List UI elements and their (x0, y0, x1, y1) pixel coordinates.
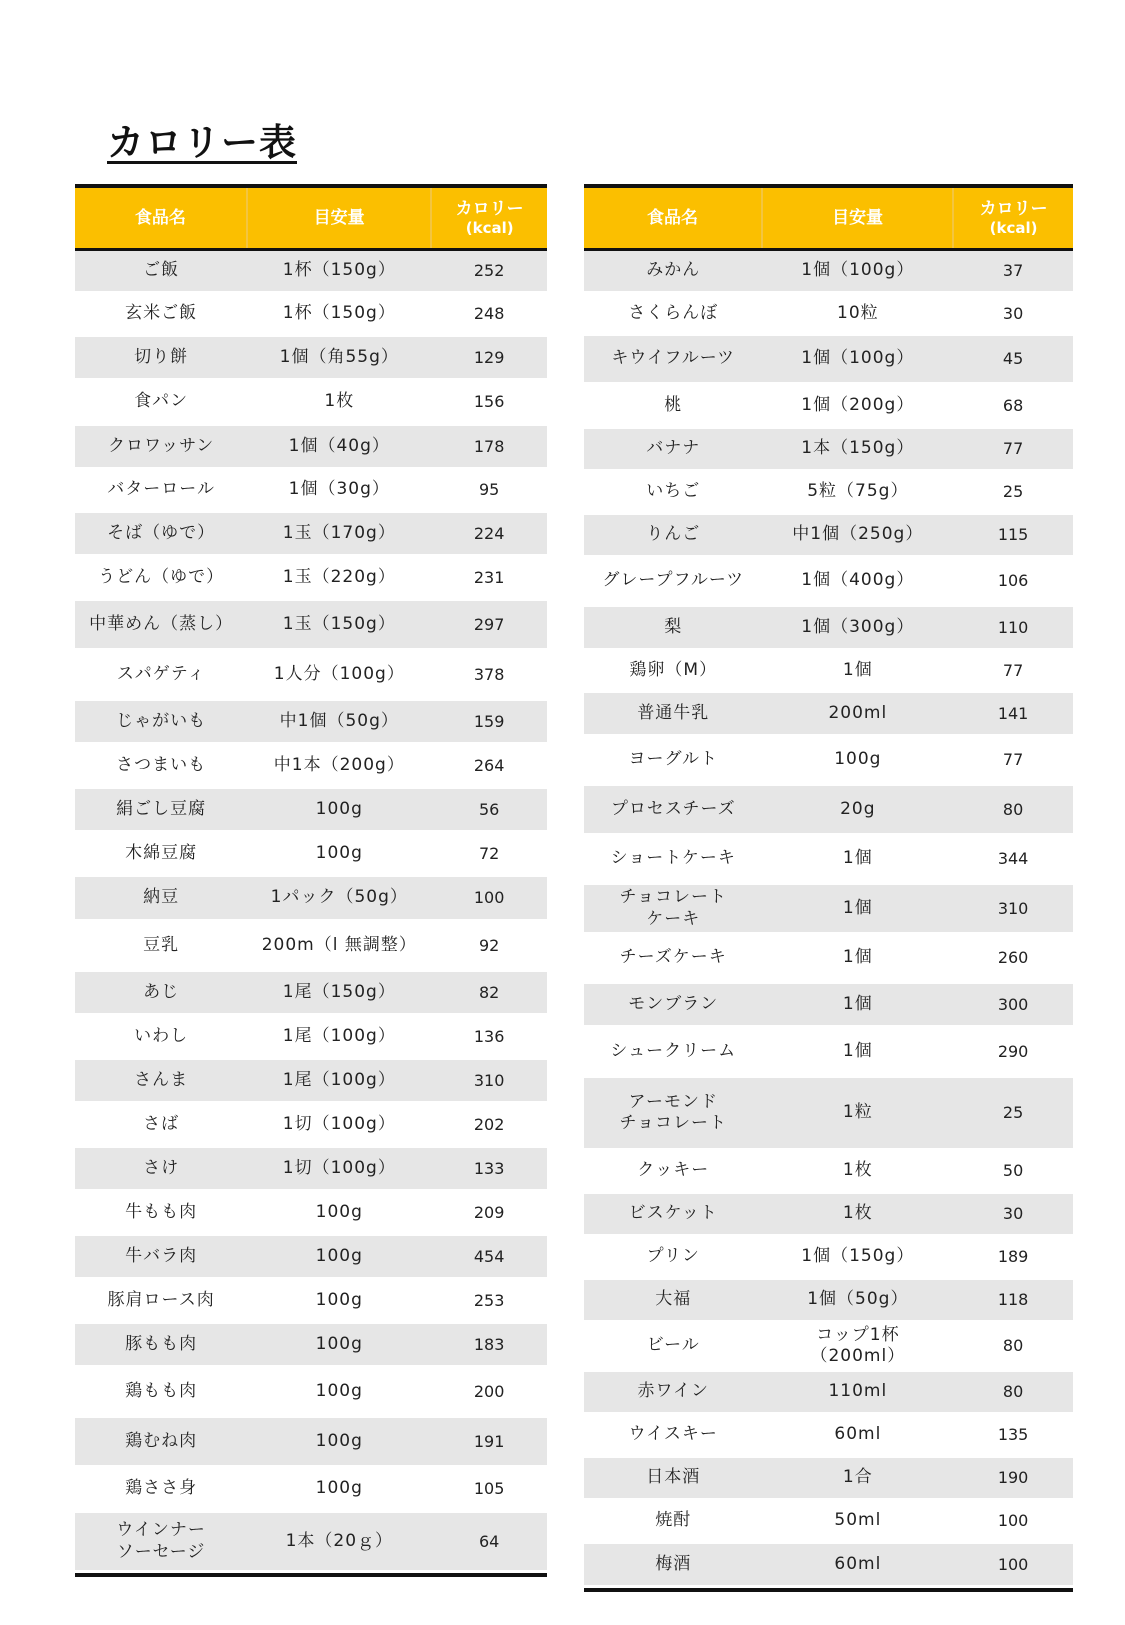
table-row (75, 972, 547, 1016)
table-row (75, 251, 547, 294)
calorie-cell: 45 (1002, 349, 1024, 368)
amount-cell: 1粒 (842, 1102, 873, 1123)
food-name-cell: 豚肩ロース肉 (107, 1289, 215, 1310)
calorie-cell: 95 (478, 480, 500, 499)
food-name-cell: キウイフルーツ (611, 348, 736, 369)
table-row (75, 877, 547, 922)
food-name-cell: 豚もも肉 (125, 1333, 198, 1354)
food-name-cell: 焼酎 (655, 1510, 692, 1531)
food-name-cell: 食パン (134, 391, 189, 412)
table-row (75, 922, 547, 972)
table-row (584, 1028, 1073, 1078)
table-row (584, 693, 1073, 737)
food-name-cell: さば (143, 1113, 180, 1134)
calorie-cell: 105 (473, 1479, 505, 1498)
amount-cell: 50ml (834, 1510, 882, 1531)
table-row (75, 557, 547, 601)
table-row (75, 426, 547, 470)
food-name-cell: ウインナー ソーセージ (116, 1520, 206, 1562)
table-row (75, 513, 547, 557)
table-row (584, 1323, 1073, 1372)
header-calorie-unit: (kcal) (465, 219, 514, 238)
food-name-cell: 豆乳 (143, 934, 180, 955)
table-row (584, 515, 1073, 558)
calorie-cell: 50 (1002, 1161, 1024, 1180)
page-title: カロリー表 (107, 121, 297, 164)
amount-cell: 1切（100g） (282, 1157, 396, 1178)
table-row (584, 651, 1073, 693)
calorie-cell: 129 (473, 347, 505, 367)
calorie-cell: 72 (478, 843, 500, 863)
food-name-cell: いちご (646, 481, 701, 502)
food-name-cell: 納豆 (143, 887, 180, 908)
food-name-cell: 玄米ご飯 (125, 303, 198, 324)
food-name-cell: モンブラン (628, 993, 719, 1014)
calorie-cell: 115 (997, 525, 1029, 544)
amount-cell: 1パック（50g） (270, 887, 408, 908)
amount-cell: 1個（100g） (801, 260, 915, 281)
amount-cell: 100g (315, 1430, 363, 1451)
table-row (75, 1418, 547, 1468)
calorie-cell: 310 (473, 1070, 505, 1090)
food-name-cell: ショートケーキ (610, 848, 736, 869)
calorie-table-right (584, 184, 1073, 1592)
food-name-cell: いわし (134, 1025, 189, 1046)
calorie-cell: 253 (473, 1290, 505, 1310)
table-row (75, 381, 547, 426)
calorie-cell: 133 (473, 1158, 505, 1178)
table-row (584, 1237, 1073, 1280)
amount-cell: 1尾（100g） (282, 1025, 396, 1046)
amount-cell: 100g (834, 749, 882, 770)
food-name-cell: 鶏ささ身 (125, 1478, 198, 1499)
table-row (75, 1148, 547, 1192)
calorie-cell: 82 (478, 982, 500, 1002)
food-name-cell: ビール (646, 1335, 700, 1356)
calorie-cell: 118 (997, 1290, 1029, 1309)
food-name-cell: 絹ごし豆腐 (116, 798, 207, 819)
calorie-cell: 189 (997, 1247, 1029, 1266)
calorie-cell: 77 (1002, 439, 1024, 458)
calorie-cell: 209 (473, 1202, 505, 1222)
calorie-cell: 159 (473, 711, 505, 731)
food-name-cell: ご飯 (143, 260, 180, 281)
calorie-cell: 252 (473, 261, 505, 280)
calorie-cell: 25 (1002, 1103, 1024, 1122)
calorie-cell: 106 (997, 571, 1029, 590)
amount-cell: 200m（l 無調整） (261, 934, 417, 955)
table-row (75, 1016, 547, 1060)
food-name-cell: チョコレート ケーキ (619, 887, 727, 929)
table-row (584, 1501, 1073, 1544)
calorie-cell: 56 (478, 799, 500, 819)
calorie-cell: 231 (473, 567, 505, 587)
food-name-cell: バナナ (646, 438, 701, 459)
amount-cell: 5粒（75g） (807, 481, 909, 502)
food-name-cell: 鶏卵（M） (629, 659, 718, 680)
calorie-cell: 25 (1002, 482, 1024, 501)
amount-cell: 1個 (842, 993, 873, 1014)
calorie-cell: 264 (473, 755, 505, 775)
amount-cell: 100g (315, 1245, 363, 1266)
table-row (75, 470, 547, 513)
amount-cell: 1合 (842, 1467, 873, 1488)
table-row (584, 786, 1073, 836)
calorie-cell: 37 (1002, 261, 1024, 280)
calorie-cell: 378 (473, 664, 505, 684)
amount-cell: 1玉（150g） (282, 613, 396, 634)
amount-cell: 1杯（150g） (282, 260, 396, 281)
table-row (584, 472, 1073, 515)
amount-cell: 200ml (828, 702, 888, 723)
amount-cell: 1枚 (324, 391, 355, 412)
amount-cell: 110ml (828, 1381, 888, 1402)
calorie-cell: 141 (997, 703, 1029, 723)
food-name-cell: うどん（ゆで） (98, 566, 225, 587)
amount-cell: 1枚 (842, 1160, 873, 1181)
calorie-cell: 191 (473, 1431, 505, 1451)
table-row (584, 385, 1073, 429)
header-food-name: 食品名 (584, 188, 763, 248)
amount-cell: 1杯（150g） (282, 303, 396, 324)
food-name-cell: 梨 (664, 616, 683, 637)
amount-cell: 1人分（100g） (273, 663, 405, 684)
amount-cell: 20g (840, 798, 876, 819)
table-row (75, 1468, 547, 1513)
food-name-cell: みかん (646, 260, 701, 281)
table-body (75, 251, 547, 1573)
food-name-cell: 桃 (664, 394, 683, 415)
amount-cell: 1枚 (842, 1203, 873, 1224)
table-row (584, 294, 1073, 336)
calorie-cell: 178 (473, 436, 505, 456)
calorie-cell: 310 (997, 898, 1029, 918)
calorie-cell: 77 (1002, 750, 1024, 769)
calorie-cell: 344 (997, 849, 1029, 868)
table-row (584, 429, 1073, 472)
food-name-cell: バターロール (107, 479, 215, 500)
food-name-cell: そば（ゆで） (107, 522, 216, 543)
amount-cell: 1個（50g） (807, 1289, 909, 1310)
table-row (584, 336, 1073, 385)
food-name-cell: スパゲティ (116, 663, 206, 684)
food-name-cell: ヨーグルト (628, 749, 718, 770)
amount-cell: 1個（150g） (801, 1246, 915, 1267)
table-header (75, 188, 547, 251)
table-row (75, 601, 547, 651)
food-name-cell: グレープフルーツ (602, 570, 745, 591)
table-row (584, 1151, 1073, 1194)
header-calorie-label: カロリー (979, 198, 1048, 219)
amount-cell: 100g (315, 1289, 363, 1310)
food-name-cell: クッキー (637, 1160, 710, 1181)
food-name-cell: さんま (134, 1069, 189, 1090)
food-name-cell: クロワッサン (107, 435, 215, 456)
food-name-cell: アーモンド チョコレート (619, 1091, 727, 1133)
food-name-cell: 鶏もも肉 (125, 1380, 198, 1401)
amount-cell: 1個 (842, 897, 873, 918)
amount-cell: 100g (315, 798, 363, 819)
amount-cell: 60ml (834, 1424, 882, 1445)
header-food-name: 食品名 (75, 188, 248, 248)
food-name-cell: 中華めん（蒸し） (89, 613, 234, 634)
calorie-cell: 200 (473, 1381, 505, 1401)
table-row (75, 1060, 547, 1104)
table-row (75, 1192, 547, 1236)
calorie-cell: 202 (473, 1114, 505, 1134)
amount-cell: 100g (315, 1201, 363, 1222)
table-row (584, 558, 1073, 607)
amount-cell: 1個（400g） (801, 570, 915, 591)
food-name-cell: プリン (646, 1246, 700, 1267)
calorie-cell: 224 (473, 523, 505, 543)
table-row (75, 651, 547, 701)
food-name-cell: 切り餅 (134, 346, 189, 367)
calorie-cell: 100 (997, 1511, 1029, 1530)
food-name-cell: 木綿豆腐 (125, 842, 198, 863)
calorie-table-left (75, 184, 547, 1577)
food-name-cell: プロセスチーズ (610, 798, 736, 819)
calorie-cell: 110 (997, 617, 1029, 637)
table-row (75, 294, 547, 337)
calorie-cell: 248 (473, 304, 505, 323)
table-row (75, 337, 547, 381)
amount-cell: 100g (315, 1380, 363, 1401)
calorie-cell: 77 (1002, 660, 1024, 680)
header-amount: 目安量 (763, 188, 954, 248)
amount-cell: 1個（40g） (288, 435, 390, 456)
amount-cell: 1玉（170g） (282, 522, 396, 543)
table-row (584, 1078, 1073, 1151)
food-name-cell: ビスケット (628, 1203, 718, 1224)
food-name-cell: じゃがいも (116, 710, 207, 731)
table-row (75, 1104, 547, 1148)
food-name-cell: シュークリーム (610, 1040, 737, 1061)
table-header (584, 188, 1073, 251)
table-row (584, 935, 1073, 984)
food-name-cell: 牛バラ肉 (125, 1245, 198, 1266)
calorie-cell: 190 (997, 1468, 1029, 1487)
table-row (584, 1280, 1073, 1323)
calorie-cell: 100 (473, 888, 505, 907)
food-name-cell: さくらんぼ (628, 302, 719, 323)
header-calorie-unit: (kcal) (989, 219, 1038, 238)
calorie-cell: 260 (997, 948, 1029, 967)
calorie-cell: 135 (997, 1425, 1029, 1444)
food-name-cell: 赤ワイン (637, 1381, 709, 1402)
amount-cell: 1尾（100g） (282, 1069, 396, 1090)
amount-cell: 1個（30g） (288, 479, 390, 500)
calorie-cell: 454 (473, 1246, 505, 1266)
table-row (75, 833, 547, 877)
table-row (75, 1513, 547, 1573)
table-row (584, 1458, 1073, 1501)
calorie-cell: 156 (473, 392, 505, 411)
table-row (584, 885, 1073, 935)
calorie-cell: 100 (997, 1554, 1029, 1574)
amount-cell: 中1個（250g） (792, 524, 924, 545)
amount-cell: 100g (315, 1333, 363, 1354)
calorie-cell: 80 (1002, 1336, 1024, 1355)
table-row (75, 1324, 547, 1368)
table-body (584, 251, 1073, 1588)
amount-cell: コップ1杯 （200ml） (810, 1324, 906, 1366)
food-name-cell: 日本酒 (646, 1467, 701, 1488)
amount-cell: 1個（100g） (801, 348, 915, 369)
calorie-cell: 297 (473, 614, 505, 634)
header-calorie (432, 188, 547, 248)
table-row (584, 1544, 1073, 1588)
calorie-cell: 300 (997, 994, 1029, 1014)
amount-cell: 60ml (834, 1553, 882, 1574)
table-row (75, 1236, 547, 1280)
calorie-cell: 136 (473, 1026, 505, 1046)
amount-cell: 1本（150g） (801, 438, 915, 459)
calorie-cell: 30 (1002, 303, 1024, 323)
amount-cell: 1個（300g） (801, 616, 915, 637)
table-row (584, 251, 1073, 294)
amount-cell: 中1本（200g） (273, 754, 405, 775)
amount-cell: 1玉（220g） (282, 566, 396, 587)
table-row (75, 701, 547, 745)
food-name-cell: ウイスキー (628, 1424, 718, 1445)
food-name-cell: 大福 (655, 1289, 692, 1310)
food-name-cell: 梅酒 (655, 1553, 692, 1574)
amount-cell: 1個 (842, 659, 873, 680)
amount-cell: 1個（200g） (801, 394, 915, 415)
table-row (75, 789, 547, 833)
calorie-cell: 68 (1002, 395, 1024, 415)
calorie-cell: 30 (1002, 1204, 1024, 1223)
calorie-cell: 64 (478, 1531, 500, 1551)
table-row (584, 984, 1073, 1028)
table-row (584, 737, 1073, 786)
amount-cell: 100g (315, 1478, 363, 1499)
food-name-cell: 鶏むね肉 (125, 1430, 198, 1451)
table-row (584, 836, 1073, 885)
table-row (75, 1280, 547, 1324)
amount-cell: 1個 (842, 848, 873, 869)
table-row (584, 1194, 1073, 1237)
amount-cell: 中1個（50g） (279, 710, 399, 731)
amount-cell: 1個（角55g） (279, 346, 399, 367)
food-name-cell: あじ (143, 981, 180, 1002)
calorie-cell: 80 (1002, 799, 1024, 819)
amount-cell: 1個 (842, 1040, 873, 1061)
amount-cell: 100g (315, 842, 363, 863)
food-name-cell: チーズケーキ (619, 947, 727, 968)
amount-cell: 1本（20ｇ） (285, 1530, 394, 1551)
table-row (584, 1415, 1073, 1458)
amount-cell: 1個 (842, 947, 873, 968)
calorie-cell: 92 (478, 935, 500, 955)
food-name-cell: さけ (143, 1157, 180, 1178)
calorie-cell: 183 (473, 1334, 505, 1354)
calorie-cell: 290 (997, 1041, 1029, 1061)
table-row (584, 607, 1073, 651)
amount-cell: 1尾（150g） (282, 981, 396, 1002)
amount-cell: 1切（100g） (282, 1113, 396, 1134)
calorie-cell: 80 (1002, 1382, 1024, 1401)
table-row (75, 745, 547, 789)
food-name-cell: 牛もも肉 (125, 1201, 198, 1222)
header-calorie-label: カロリー (455, 198, 524, 219)
header-calorie (954, 188, 1073, 248)
food-name-cell: りんご (646, 524, 701, 545)
amount-cell: 10粒 (837, 302, 879, 323)
header-amount: 目安量 (248, 188, 433, 248)
table-row (584, 1372, 1073, 1415)
food-name-cell: さつまいも (116, 754, 207, 775)
food-name-cell: 普通牛乳 (637, 702, 710, 723)
table-row (75, 1368, 547, 1418)
